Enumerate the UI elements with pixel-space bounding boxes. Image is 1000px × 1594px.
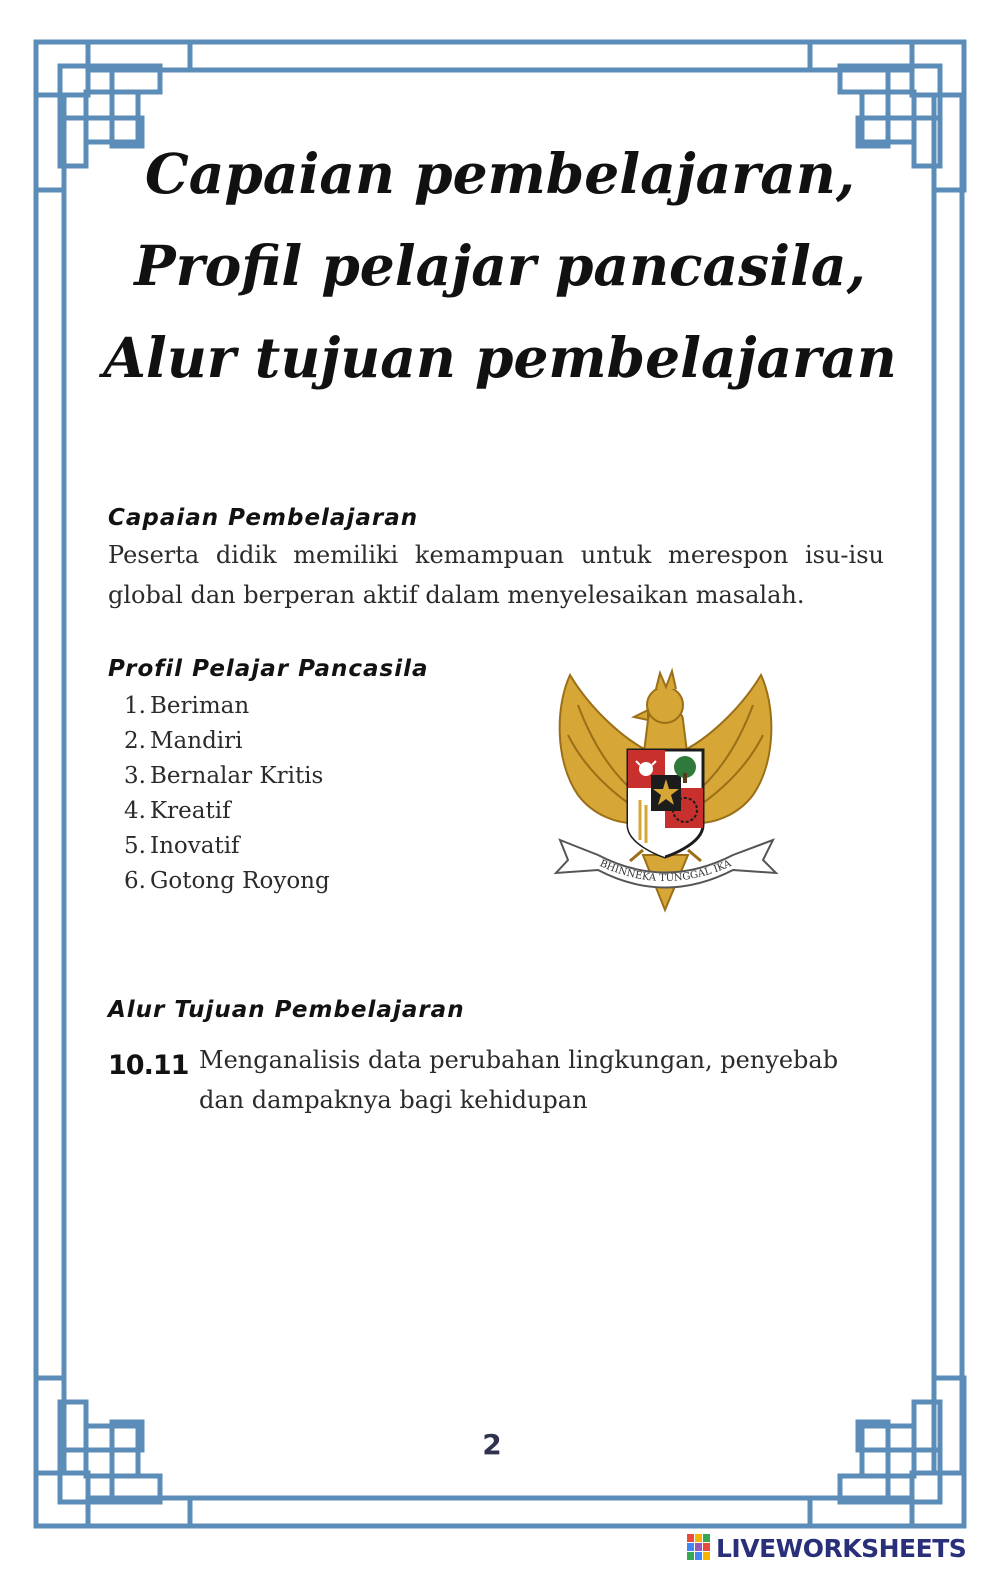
list-item	[124, 724, 330, 759]
list-label: Bernalar Kritis	[150, 763, 324, 789]
list-label: Kreatif	[150, 798, 231, 824]
list-number: 5.	[124, 833, 146, 859]
atp-code: 10.11	[108, 1050, 189, 1081]
list-number: 6.	[124, 868, 146, 894]
garuda-pancasila-emblem	[548, 665, 783, 915]
list-item	[124, 689, 330, 724]
list-number: 3.	[124, 763, 146, 789]
profil-heading: Profil Pelajar Pancasila	[108, 656, 429, 682]
liveworksheets-logo	[686, 1532, 966, 1564]
list-number: 1.	[124, 693, 146, 719]
page-title: Capaian pembelajaran, Profil pelajar pancasila, Alur tujuan pembelajaran	[103, 141, 897, 390]
emblem-motto: BHINNEKA TUNGGAL IKA	[597, 858, 734, 885]
list-label: Mandiri	[150, 728, 243, 754]
list-label: Inovatif	[150, 833, 240, 859]
watermark-text: LIVEWORKSHEETS	[716, 1533, 967, 1563]
list-number: 2.	[124, 728, 146, 754]
list-item	[124, 759, 330, 794]
list-item	[124, 864, 330, 899]
profil-list	[124, 689, 330, 899]
list-number: 4.	[124, 798, 146, 824]
list-label: Beriman	[150, 693, 250, 719]
atp-text: Menganalisis data perubahan lingkungan, penyebab dan dampaknya bagi kehidupan	[199, 1046, 839, 1114]
capaian-text: Peserta didik memiliki kemampuan untuk merespon isu-isu global dan berperan aktif dalam menyelesaikan masalah.	[108, 541, 884, 609]
liveworksheets-icon	[686, 1533, 712, 1563]
atp-heading: Alur Tujuan Pembelajaran	[108, 997, 465, 1023]
list-item	[124, 829, 330, 864]
page-number: 2	[482, 1428, 502, 1461]
list-item	[124, 794, 330, 829]
capaian-heading: Capaian Pembelajaran	[108, 505, 419, 531]
list-label: Gotong Royong	[150, 868, 330, 894]
